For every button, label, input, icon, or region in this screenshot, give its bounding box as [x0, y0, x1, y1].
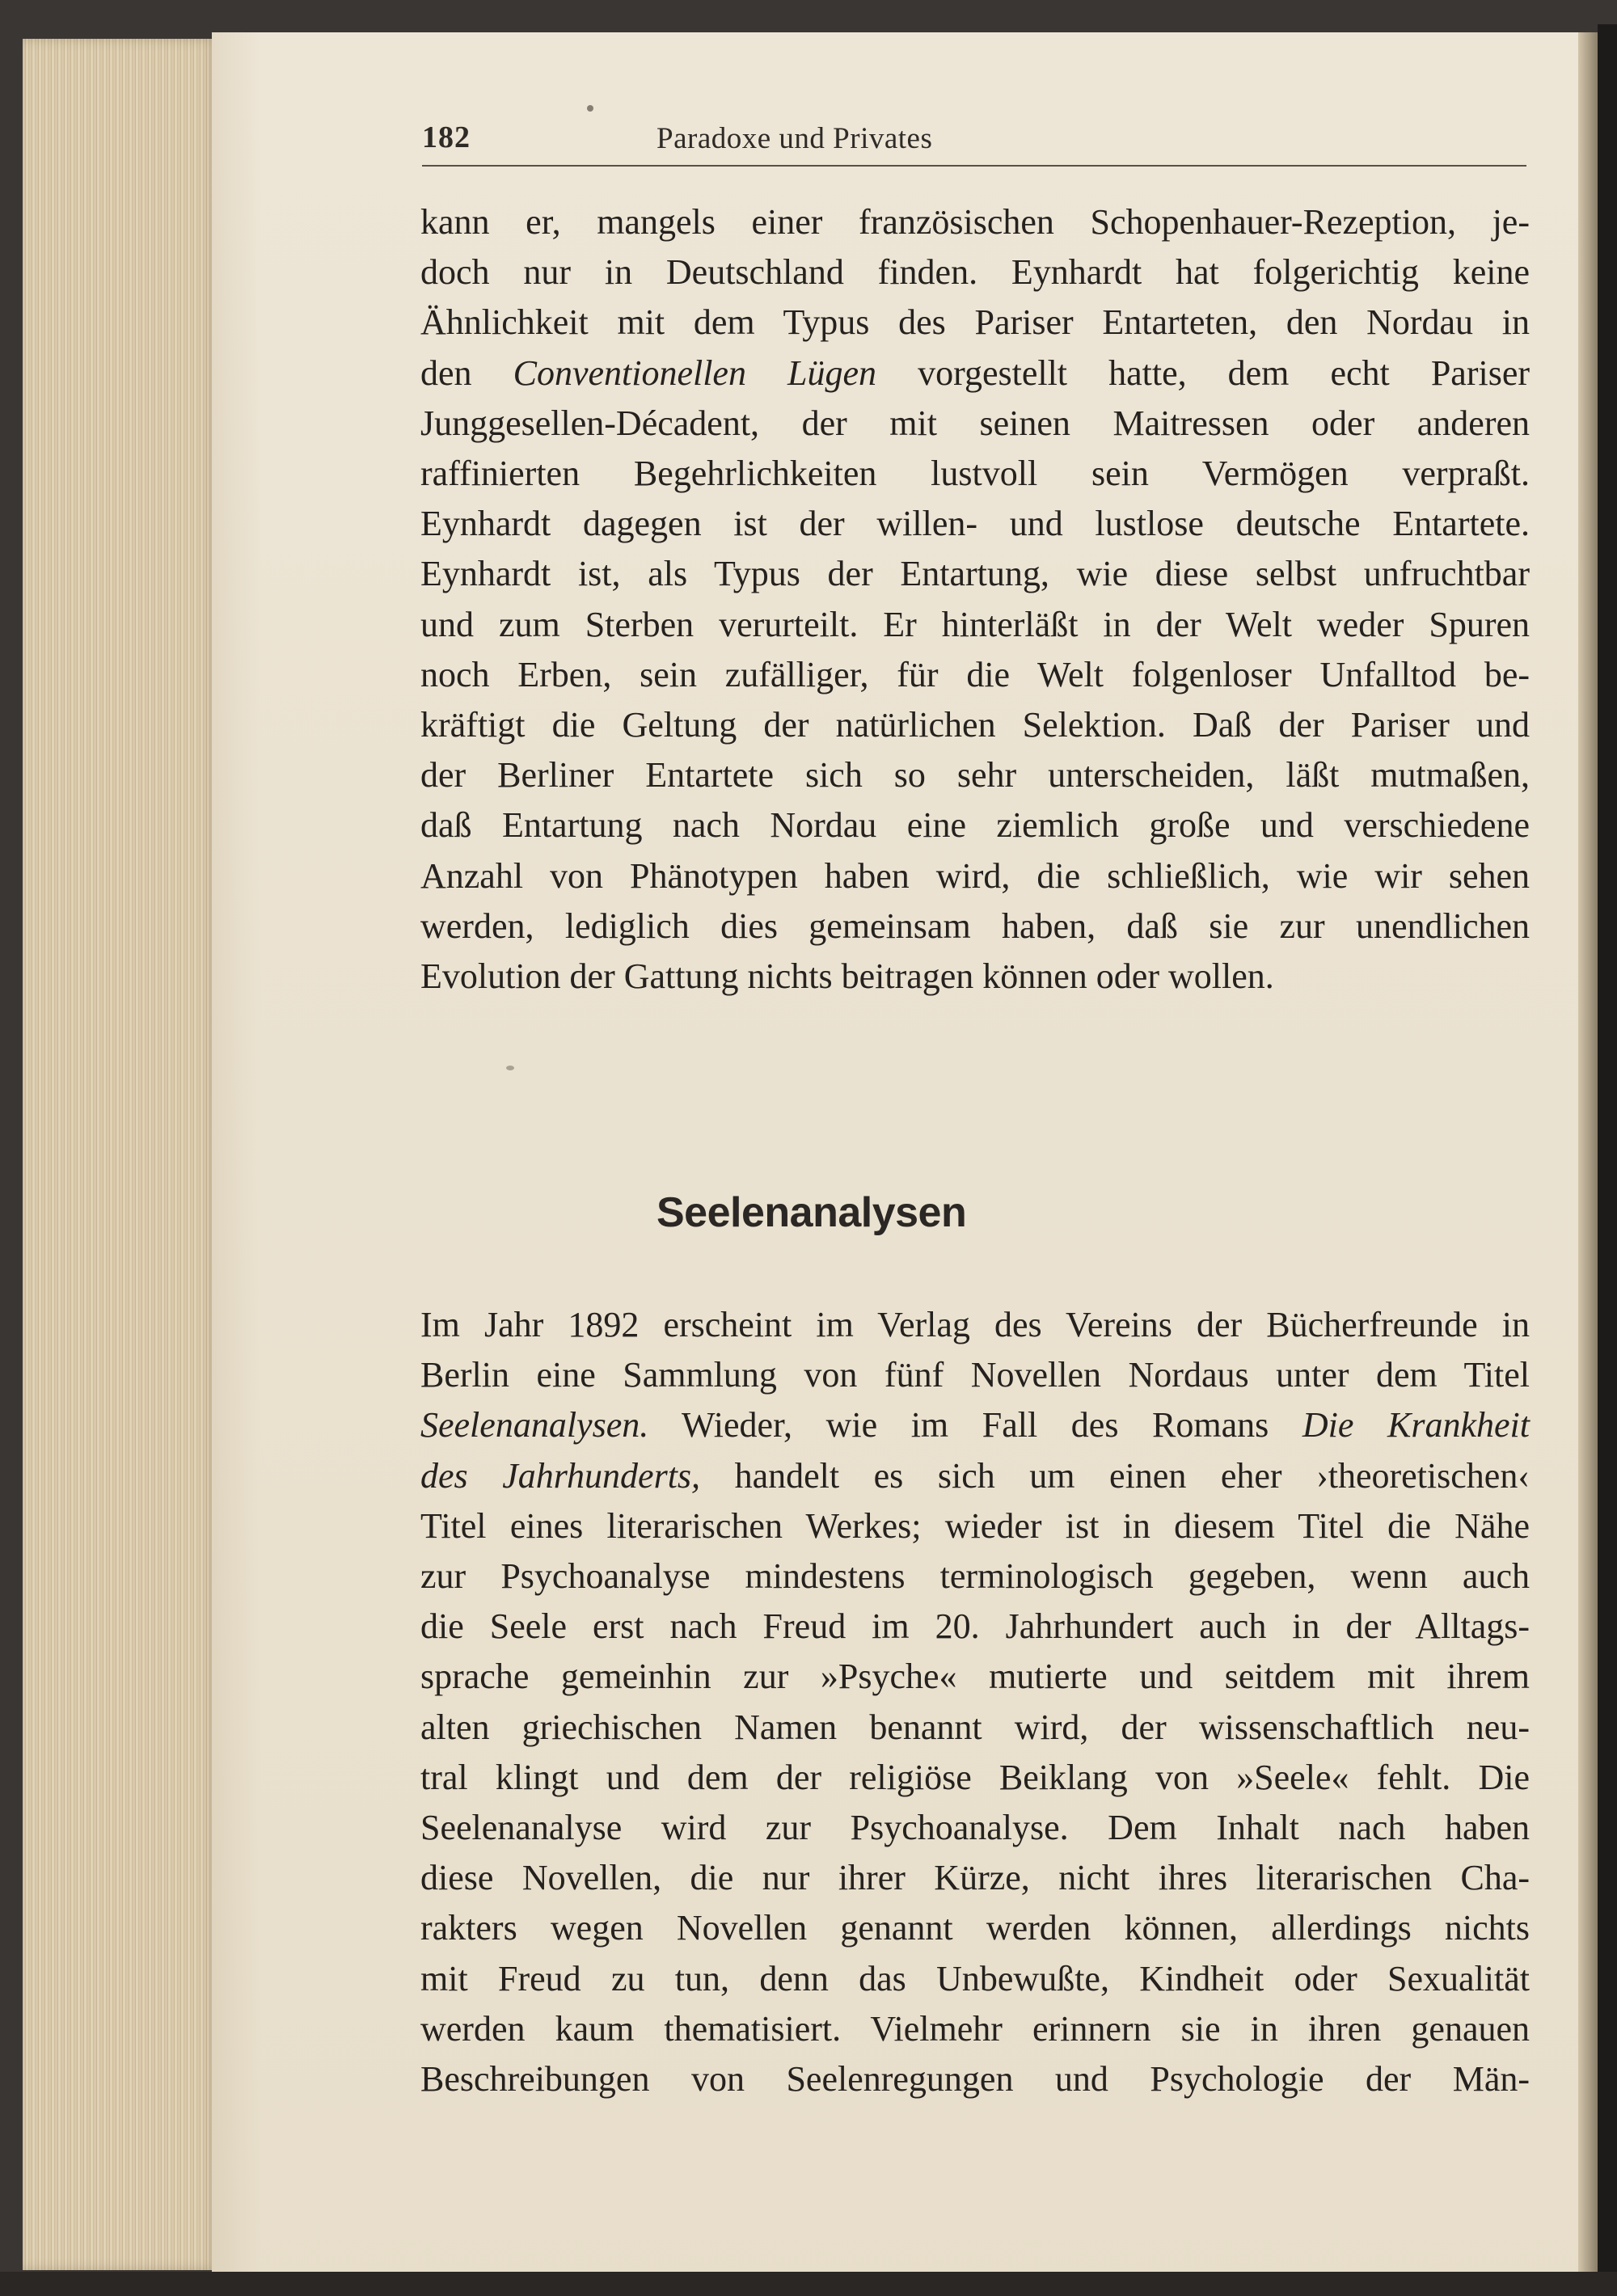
text-line: und zum Sterben verurteilt. Er hinterläßt in der Welt weder Spuren: [420, 604, 1530, 644]
text-line: Beschreibungen von Seelenregungen und Psychologie der Män-: [420, 2059, 1530, 2100]
text-run: den: [420, 352, 513, 393]
text-line: diese Novellen, die nur ihrer Kürze, nicht ihres literarischen Cha-: [420, 1858, 1530, 1898]
text-line: Junggesellen-Décadent, der mit seinen Maitressen oder anderen: [420, 403, 1530, 443]
text-line: werden, lediglich dies gemeinsam haben, daß sie zur unendlichen: [420, 905, 1530, 946]
text-line: kräftigt die Geltung der natürlichen Selektion. Daß der Pariser und: [420, 705, 1530, 745]
running-head: [422, 116, 1526, 157]
text-line: raffinierten Begehrlichkeiten lustvoll sein Vermögen verpraßt.: [420, 454, 1530, 494]
text-line: Eynhardt ist, als Typus der Entartung, wie diese selbst unfruchtbar: [420, 554, 1530, 594]
text-line: alten griechischen Namen benannt wird, der wissenschaftlich neu-: [420, 1707, 1530, 1747]
text-line: Evolution der Gattung nichts beitragen können oder wollen.: [420, 956, 1274, 997]
italic-title: des Jahrhunderts,: [420, 1455, 701, 1496]
text-line: [420, 1451, 1530, 1501]
text-line: der Berliner Entartete sich so sehr unterscheiden, läßt mutmaßen,: [420, 755, 1530, 796]
text-line: rakters wegen Novellen genannt werden können, allerdings nichts: [420, 1908, 1530, 1948]
text-line: Anzahl von Phänotypen haben wird, die schließlich, wie wir sehen: [420, 855, 1530, 896]
text-line: kann er, mangels einer französischen Schopenhauer-Rezeption, je-: [420, 202, 1530, 242]
text-line: zur Psychoanalyse mindestens terminologisch gegeben, wenn auch: [420, 1556, 1530, 1597]
paragraph-2: [420, 1300, 1530, 2104]
text-line: [420, 348, 1530, 399]
italic-title: Conventionellen Lügen: [513, 352, 877, 393]
scan-dark-border: [1598, 24, 1617, 2280]
running-title: Paradoxe und Privates: [657, 122, 933, 155]
text-line: sprache gemeinhin zur »Psyche« mutierte und seitdem mit ihrem: [420, 1657, 1530, 1697]
text-line: Eynhardt dagegen ist der willen- und lustlose deutsche Entartete.: [420, 504, 1530, 544]
text-line: mit Freud zu tun, denn das Unbewußte, Kindheit oder Sexualität: [420, 1958, 1530, 1998]
page-edges: [23, 39, 217, 2270]
paragraph-1: [420, 197, 1530, 1002]
header-rule: [422, 165, 1526, 167]
text-run: handelt es sich um einen eher ›theoretischen‹: [700, 1455, 1530, 1496]
text-line: Seelenanalyse wird zur Psychoanalyse. Dem Inhalt nach haben: [420, 1808, 1530, 1848]
text-line: die Seele erst nach Freud im 20. Jahrhundert auch in der Alltags-: [420, 1606, 1530, 1647]
text-line: werden kaum thematisiert. Vielmehr erinnern sie in ihren genauen: [420, 2008, 1530, 2049]
text-line: noch Erben, sein zufälliger, für die Welt folgenloser Unfalltod be-: [420, 654, 1530, 694]
text-line: daß Entartung nach Nordau eine ziemlich große und verschiedene: [420, 805, 1530, 846]
text-line: doch nur in Deutschland finden. Eynhardt hat folgerichtig keine: [420, 252, 1530, 293]
italic-title: Die Krankheit: [1302, 1405, 1530, 1446]
scan-bottom-border: [0, 2272, 1617, 2296]
text-line: [420, 1400, 1530, 1450]
print-speck: [506, 1066, 514, 1070]
italic-title: Seelenanalysen.: [420, 1405, 649, 1446]
text-run: vorgestellt hatte, dem echt Pariser: [876, 352, 1530, 393]
text-run: Wieder, wie im Fall des Romans: [648, 1405, 1302, 1446]
section-heading: Seelenanalysen: [657, 1189, 967, 1236]
text-line: Berlin eine Sammlung von fünf Novellen Nordaus unter dem Titel: [420, 1355, 1530, 1395]
page-gutter-shadow: [1578, 32, 1598, 2272]
text-line: Im Jahr 1892 erscheint im Verlag des Vereins der Bücherfreunde in: [420, 1305, 1530, 1344]
text-line: Ähnlichkeit mit dem Typus des Pariser Entarteten, den Nordau in: [420, 302, 1530, 343]
text-line: Titel eines literarischen Werkes; wieder ist in diesem Titel die Nähe: [420, 1505, 1530, 1546]
text-line: tral klingt und dem der religiöse Beiklang von »Seele« fehlt. Die: [420, 1757, 1530, 1797]
print-speck: [587, 105, 593, 112]
page-number: 182: [422, 120, 471, 154]
